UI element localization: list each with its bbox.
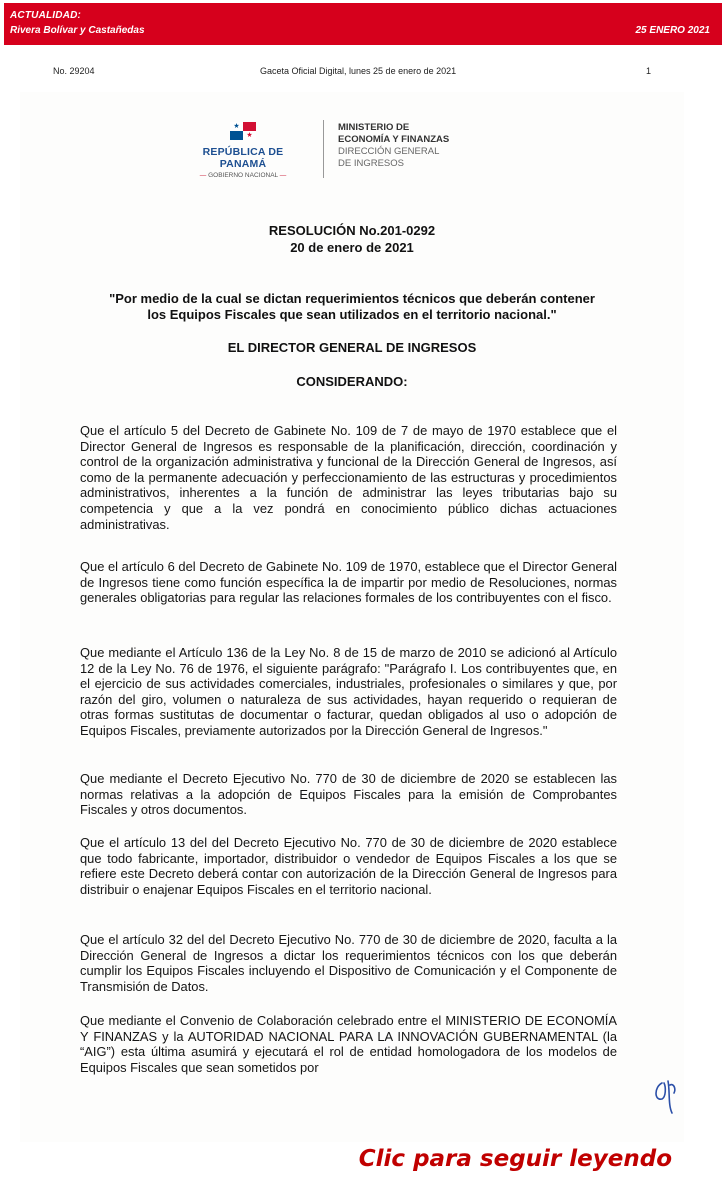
resolution-date: 20 de enero de 2021: [290, 240, 414, 255]
paragraph: Que el artículo 32 del del Decreto Ejecutivo No. 770 de 30 de diciembre de 2020, faculta a la Dirección General de Ingresos a dictar los requerimientos técnicos con los que deberán cumplir los Equipos Fiscales incluyendo el Dispositivo de Comunicación y el Componente de Transmisión de Datos.: [80, 932, 617, 994]
ministry-line4: DE INGRESOS: [338, 158, 404, 169]
ministry-line1: MINISTERIO DE: [338, 122, 410, 133]
resolution-number: RESOLUCIÓN No.201-0292: [268, 223, 436, 238]
document-page: [20, 92, 684, 1142]
logo-divider: [323, 120, 324, 178]
signature-initials: [652, 1077, 682, 1117]
paragraph: Que el artículo 6 del Decreto de Gabinete No. 109 de 1970, establece que el Director General de Ingresos tiene como función específica la de impartir por medio de Resoluciones, normas generales obligatorias para regular las relaciones formales de los contribuyentes con el fisco.: [80, 559, 617, 606]
gazette-page: 1: [646, 66, 652, 76]
logo-subtitle: GOBIERNO NACIONAL: [208, 172, 278, 179]
paragraph: Que mediante el Convenio de Colaboración celebrado entre el MINISTERIO DE ECONOMÍA Y FINANZAS y la AUTORIDAD NACIONAL PARA LA INNOVACIÓN GUBERNAMENTAL (la “AIG”) esta última asumirá y ejecutará el rol de entidad homologadora de los modelos de Equipos Fiscales que sean sometidos por: [80, 1013, 617, 1075]
logo-republica: [178, 122, 308, 179]
banner-kicker: ACTUALIDAD:: [10, 10, 82, 21]
ministry-line2: ECONOMÍA Y FINANZAS: [338, 134, 450, 145]
logo-subtitle-row: — GOBIERNO NACIONAL —: [199, 172, 287, 179]
logo-title: REPÚBLICA DE PANAMÁ: [202, 146, 284, 170]
director-heading: EL DIRECTOR GENERAL DE INGRESOS: [227, 340, 477, 355]
read-more-link[interactable]: Clic para seguir leyendo: [358, 1146, 672, 1172]
paragraph: Que mediante el Decreto Ejecutivo No. 770 de 30 de diciembre de 2020 se establecen las normas relativas a la adopción de Equipos Fiscales para la emisión de Comprobantes Fiscales y otros documentos.: [80, 771, 617, 818]
resolution-subject-line1: "Por medio de la cual se dictan requerimientos técnicos que deberán contener: [109, 291, 595, 306]
paragraph: Que el artículo 5 del Decreto de Gabinete No. 109 de 7 de mayo de 1970 establece que el Director General de Ingresos es responsable de la planificación, dirección, coordinación y control de la organización administrativa y funcional de la Dirección General de Ingresos, así como de la permanente adecuación y perfeccionamiento de las estructuras y procedimientos administrativos, inherentes a la función de administrar las leyes tributarias bajo su competencia y que a la vez pondrá en conocimiento público dichas actuaciones administrativas.: [80, 423, 617, 532]
gazette-number: No. 29204: [53, 66, 95, 76]
banner-byline: Rivera Bolívar y Castañedas: [10, 25, 145, 36]
paragraph: Que el artículo 13 del del Decreto Ejecutivo No. 770 de 30 de diciembre de 2020 establece que todo fabricante, importador, distribuidor o vendedor de Equipos Fiscales a los que se refiere este Decreto deberá contar con autorización de la Dirección General de Ingresos para distribuir o enajenar Equipos Fiscales en el territorio nacional.: [80, 835, 617, 897]
logo-ministerio: [338, 122, 498, 170]
resolution-subject-line2: los Equipos Fiscales que sean utilizados en el territorio nacional.": [147, 307, 557, 322]
paragraph: Que mediante el Artículo 136 de la Ley No. 8 de 15 de marzo de 2010 se adicionó al Artículo 12 de la Ley No. 76 de 1976, el siguiente parágrafo: "Parágrafo I. Los contribuyentes que, en el ejercicio de sus actividades comerciales, industriales, profesionales o similares y que, por razón del giro, volumen o naturaleza de sus actividades, hayan requerido o requieran de otras formas sustitutas de documentar o facturar, quedan obligados al uso o adopción de Equipos Fiscales, previamente autorizados por la Dirección General de Ingresos.": [80, 645, 617, 738]
banner-date: 25 ENERO 2021: [635, 25, 710, 36]
considering-heading: CONSIDERANDO:: [296, 374, 408, 389]
gazette-title: Gaceta Oficial Digital, lunes 25 de enero de 2021: [260, 66, 457, 76]
top-banner: [4, 3, 722, 45]
panama-flag-icon: ★ ★: [230, 122, 256, 140]
ministry-line3: DIRECCIÓN GENERAL: [338, 146, 440, 157]
